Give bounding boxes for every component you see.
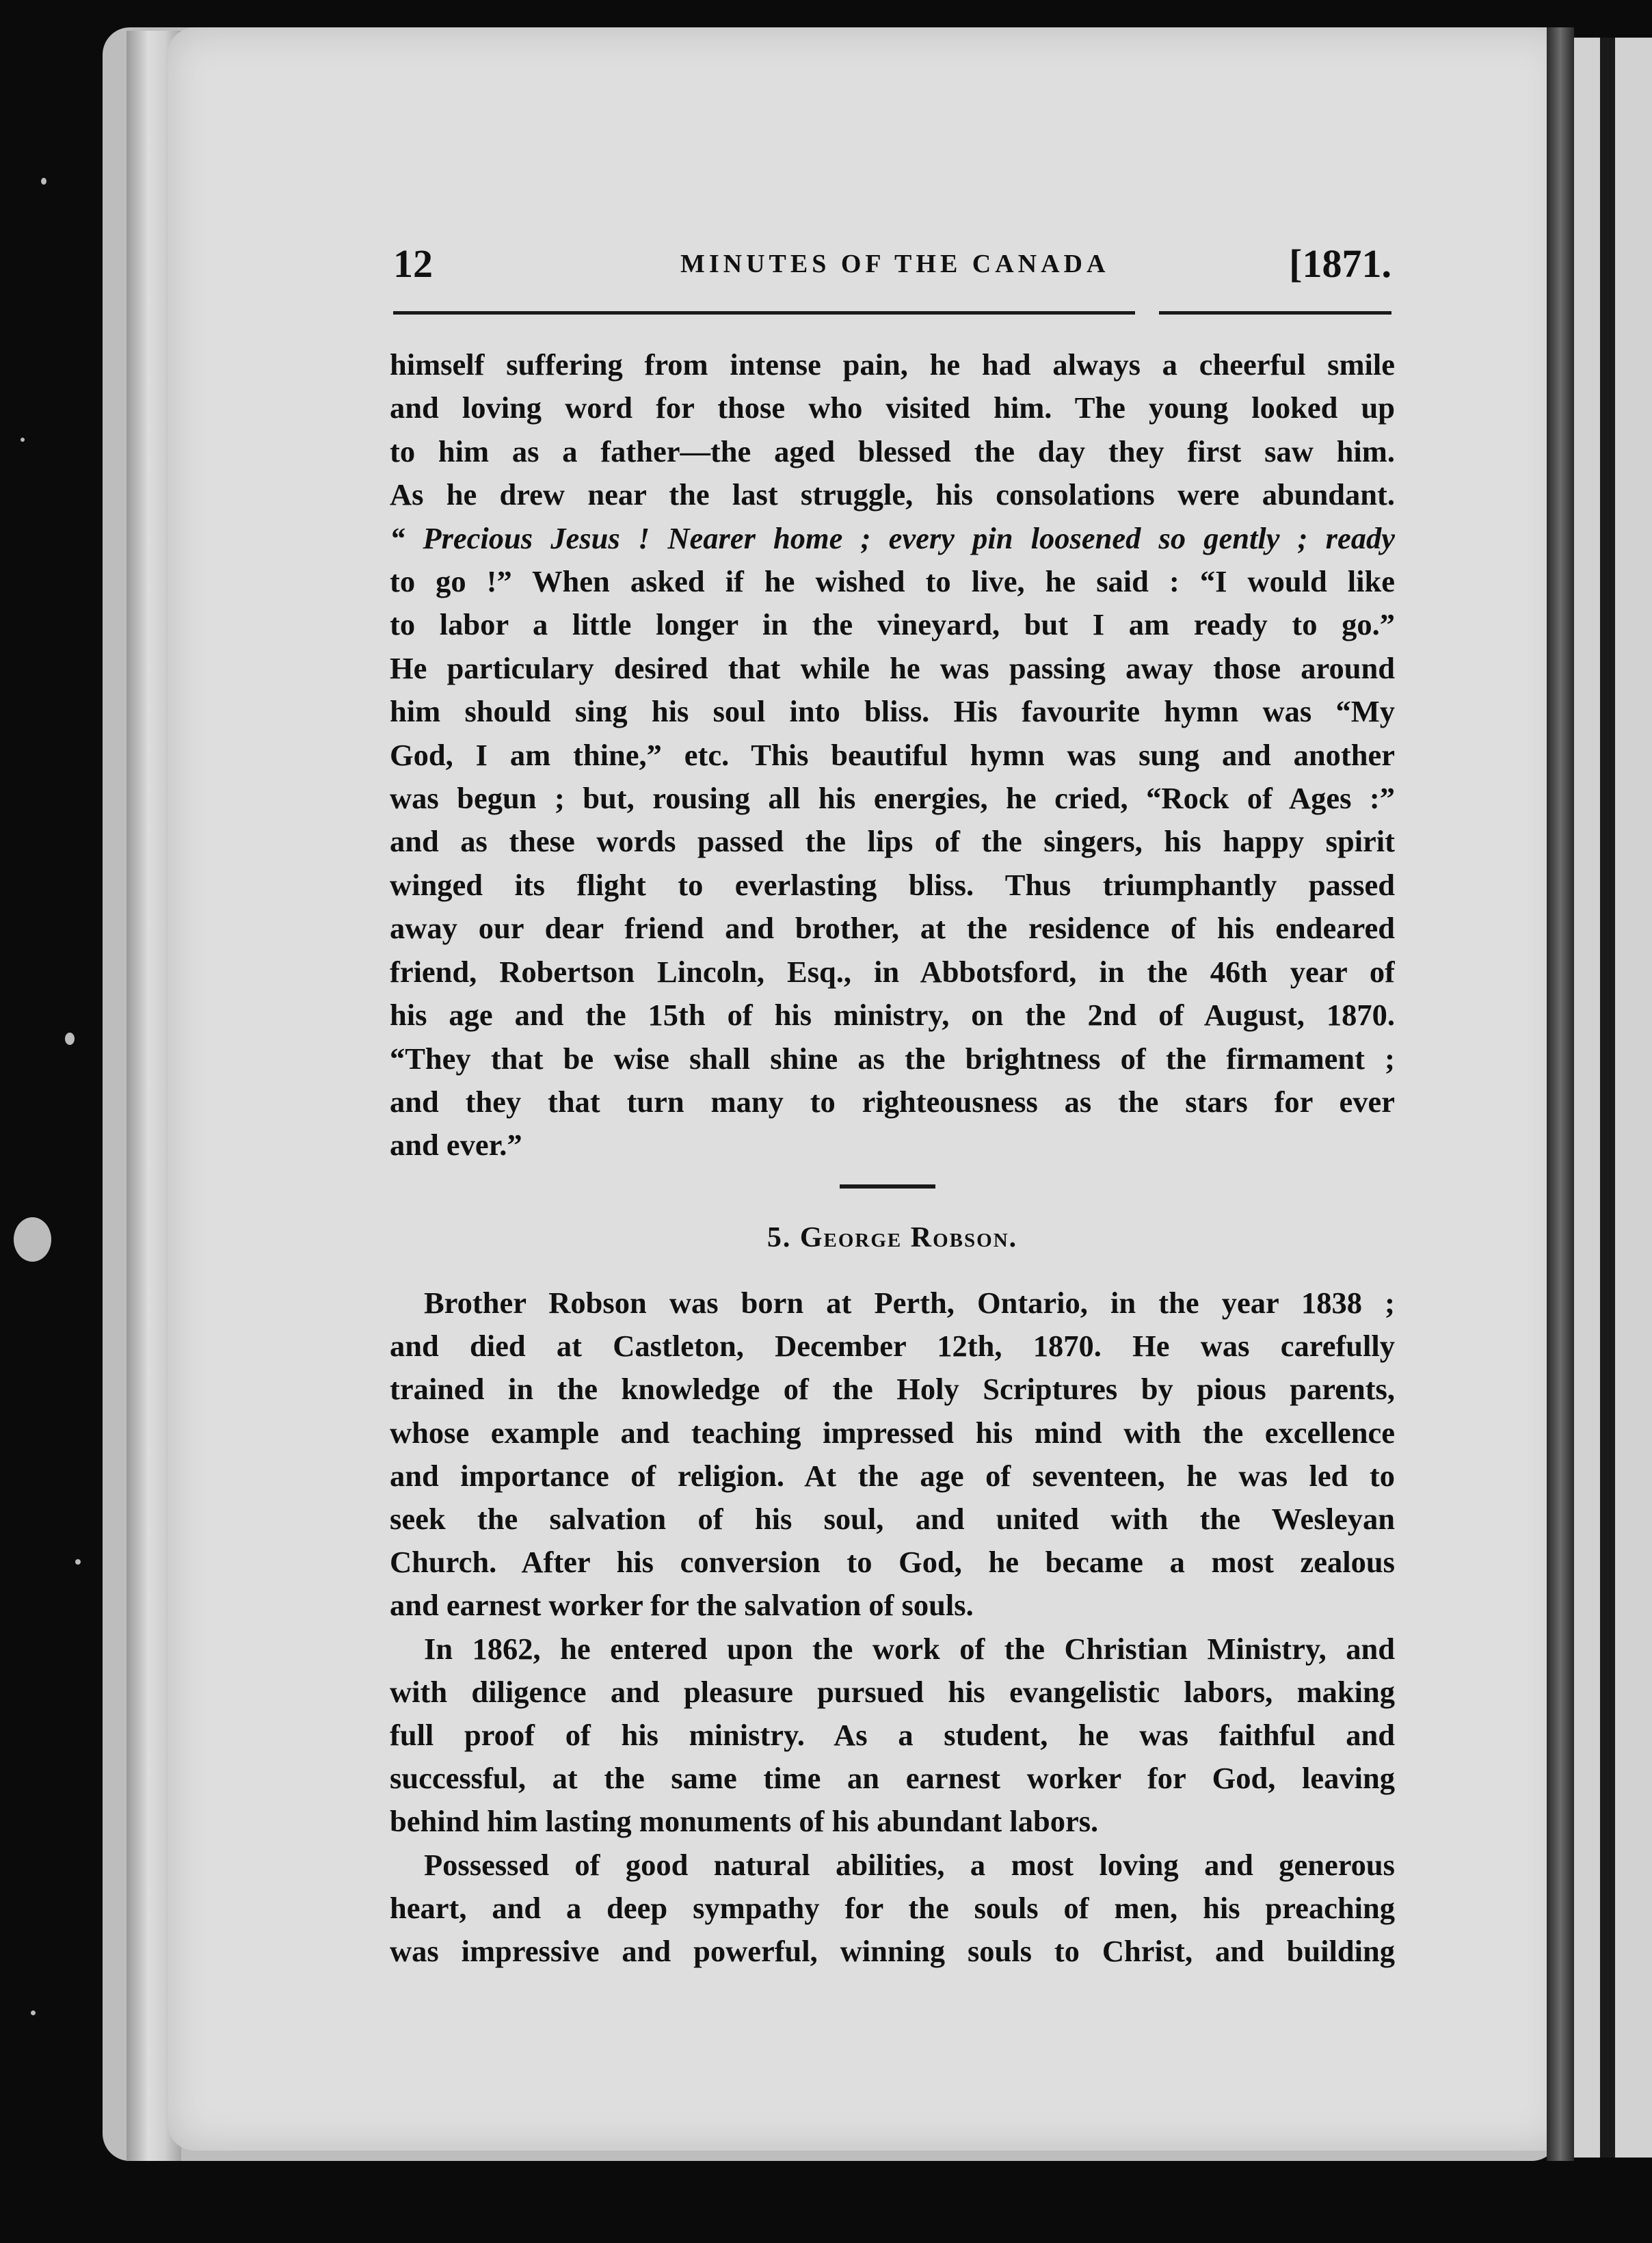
scan-speck [31, 2010, 36, 2015]
text-line: with diligence and pleasure pursued his evangelistic labors, making [390, 1674, 1395, 1709]
text-line: heart, and a deep sympathy for the souls of men, his preaching [390, 1890, 1395, 1925]
scan-speck [41, 178, 46, 185]
text-line: God, I am thine,” etc. This beautiful hymn was sung and another [390, 737, 1395, 772]
text-line: his age and the 15th of his ministry, on the 2nd of August, 1870. [390, 998, 1395, 1033]
running-header [393, 241, 1391, 289]
text-line: He particulary desired that while he was passing away those around [390, 650, 1395, 685]
text-line: to him as a father—the aged blessed the day they first saw him. [390, 434, 1395, 468]
text-line: and importance of religion. At the age of seventeen, he was led to [390, 1458, 1395, 1493]
header-rule [1159, 311, 1391, 315]
text-line: Possessed of good natural abilities, a most loving and generous [424, 1847, 1395, 1882]
header-rule [393, 311, 1135, 315]
section-heading-text: 5. George Robson. [767, 1222, 1018, 1253]
text-line: and loving word for those who visited him. The young looked up [390, 390, 1395, 425]
text-line: Church. After his conversion to God, he became a most zealous [390, 1545, 1395, 1580]
text-line: himself suffering from intense pain, he had always a cheerful smile [390, 347, 1395, 382]
section-heading [390, 1221, 1395, 1254]
scan-speck [65, 1033, 75, 1045]
text-line: and as these words passed the lips of the singers, his happy spirit [390, 824, 1395, 859]
text-line: “They that be wise shall shine as the brightness of the firmament ; [390, 1041, 1395, 1076]
section-divider [840, 1184, 935, 1189]
text-line: was impressive and powerful, winning souls to Christ, and building [390, 1934, 1395, 1969]
text-line: full proof of his ministry. As a student, he was faithful and [390, 1718, 1395, 1753]
scan-speck [75, 1559, 81, 1565]
text-line: and they that turn many to righteousness as the stars for ever [390, 1084, 1395, 1119]
text-line: seek the salvation of his soul, and united with the Wesleyan [390, 1502, 1395, 1537]
text-line: trained in the knowledge of the Holy Scriptures by pious parents, [390, 1372, 1395, 1407]
text-line: behind him lasting monuments of his abundant labors. [390, 1804, 1099, 1839]
text-line: As he drew near the last struggle, his consolations were abundant. [390, 477, 1395, 512]
text-line: Brother Robson was born at Perth, Ontario, in the year 1838 ; [424, 1286, 1395, 1320]
text-line: In 1862, he entered upon the work of the Christian Ministry, and [424, 1631, 1395, 1666]
text-line: him should sing his soul into bliss. His favourite hymn was “My [390, 694, 1395, 729]
running-title: MINUTES OF THE CANADA [680, 250, 1110, 278]
scan-background [0, 2161, 1652, 2243]
memorial-continued-text [390, 343, 1395, 1167]
text-line: away our dear friend and brother, at the residence of his endeared [390, 911, 1395, 946]
text-line: to labor a little longer in the vineyard, but I am ready to go.” [390, 607, 1395, 642]
text-line: winged its flight to everlasting bliss. Thus triumphantly passed [390, 867, 1395, 902]
text-line: and earnest worker for the salvation of souls. [390, 1588, 974, 1623]
scan-speck [14, 1217, 51, 1262]
text-line: “ Precious Jesus ! Nearer home ; every pin loosened so gently ; ready [390, 520, 1395, 555]
header-year: [1871. [1289, 241, 1391, 286]
text-line: and died at Castleton, December 12th, 1870. He was carefully [390, 1329, 1395, 1364]
text-line: successful, at the same time an earnest worker for God, leaving [390, 1761, 1395, 1796]
text-line: to go !” When asked if he wished to live, he said : “I would like [390, 564, 1395, 599]
text-line: friend, Robertson Lincoln, Esq., in Abbotsford, in the 46th year of [390, 954, 1395, 989]
text-line: whose example and teaching impressed his mind with the excellence [390, 1415, 1395, 1450]
robson-memorial-text [390, 1282, 1395, 1973]
scan-speck [21, 438, 25, 442]
text-line: was begun ; but, rousing all his energies, he cried, “Rock of Ages :” [390, 781, 1395, 816]
page-number: 12 [393, 241, 433, 286]
book-gutter [1547, 27, 1574, 2161]
text-line: and ever.” [390, 1128, 522, 1163]
facing-page-shadow [1600, 38, 1615, 2158]
